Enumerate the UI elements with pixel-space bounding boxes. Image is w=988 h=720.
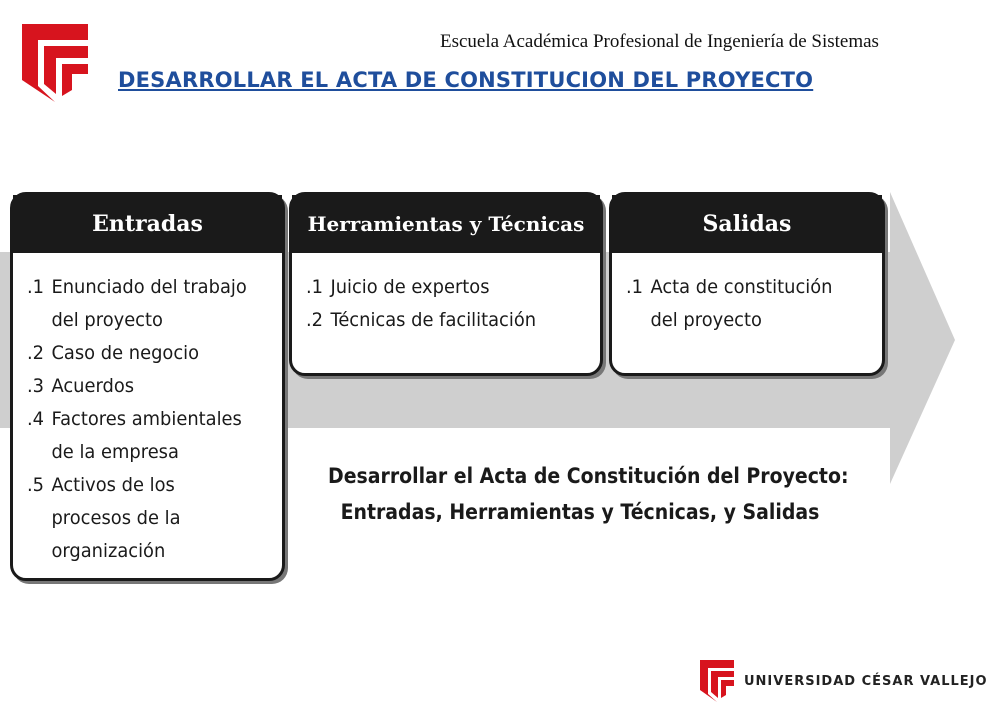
list-item: .2 Técnicas de facilitación	[306, 309, 537, 331]
university-name: UNIVERSIDAD CÉSAR VALLEJO	[744, 673, 988, 689]
list-item: .3 Acuerdos	[27, 375, 135, 397]
list-item: .1 Enunciado del trabajo del proyecto	[27, 276, 247, 331]
diagram-caption	[328, 458, 849, 530]
inputs-list	[13, 253, 282, 568]
list-item: .5 Activos de los procesos de la organización	[27, 474, 181, 562]
outputs-heading: Salidas	[612, 195, 882, 253]
inputs-heading: Entradas	[13, 195, 282, 253]
caption-line-1: Desarrollar el Acta de Constitución del Proyecto:	[328, 464, 849, 488]
tools-box	[289, 192, 603, 376]
list-item: .2 Caso de negocio	[27, 342, 200, 364]
page-title: DESARROLLAR EL ACTA DE CONSTITUCION DEL PROYECTO	[118, 68, 814, 92]
university-logo-icon	[698, 658, 736, 704]
tools-list	[292, 253, 600, 337]
inputs-box	[10, 192, 285, 581]
list-item: .1 Acta de constitución del proyecto	[626, 276, 833, 331]
caption-line-2: Entradas, Herramientas y Técnicas, y Salidas	[340, 500, 820, 524]
outputs-box	[609, 192, 885, 376]
list-item: .4 Factores ambientales de la empresa	[27, 408, 242, 463]
tools-heading: Herramientas y Técnicas	[292, 195, 600, 253]
outputs-list	[612, 253, 882, 337]
footer-logo	[698, 658, 988, 704]
university-logo-icon	[18, 20, 92, 106]
school-name: Escuela Académica Profesional de Ingeniería de Sistemas	[440, 31, 879, 52]
list-item: .1 Juicio de expertos	[306, 276, 490, 298]
